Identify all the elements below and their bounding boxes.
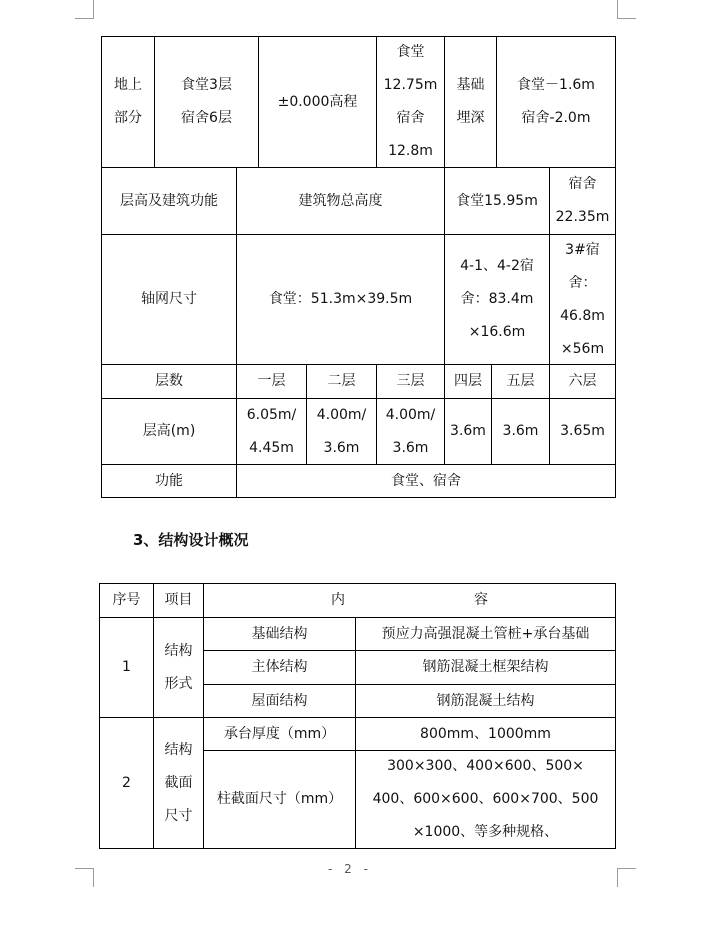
- cell-line: 2: [122, 774, 131, 791]
- cell-line: 3.6m: [392, 439, 429, 456]
- cell-line: ×16.6m: [468, 324, 526, 340]
- total-height-label-cell: [236, 167, 445, 235]
- cell-line: 屋面结构: [251, 692, 308, 709]
- above-ground-cell: [101, 36, 155, 168]
- sub-item-value-cell: [355, 650, 616, 685]
- canteen-grid-cell: [236, 234, 445, 365]
- cell-line: 钢筋混凝土框架结构: [422, 659, 549, 675]
- cell-line: 3#宿: [565, 241, 600, 258]
- floor-height-cell: [306, 398, 377, 465]
- height-function-label-cell: [101, 167, 237, 235]
- crop-mark-bottom-left: [75, 868, 94, 887]
- cell-line: 截面: [164, 774, 193, 791]
- cell-line: 层高(m): [142, 423, 196, 439]
- section-heading: 3、结构设计概况: [133, 531, 249, 549]
- cell-line: 舍：: [568, 274, 597, 291]
- floor-height-cell: [491, 398, 550, 465]
- cell-line: 宿舍-2.0m: [521, 110, 591, 126]
- cell-line: ×1000、等多种规格、: [412, 824, 559, 840]
- cell-line: 食堂：51.3m×39.5m: [268, 291, 413, 307]
- crop-mark-top-right: [617, 0, 636, 19]
- cell-line: 基础结构: [251, 625, 308, 642]
- cell-line: ±0.000高程: [277, 93, 358, 110]
- sub-item-value-cell: [355, 750, 616, 849]
- cell-line: 地上: [114, 77, 142, 93]
- cell-line: 预应力高强混凝土管桩+承台基础: [381, 625, 590, 642]
- sub-item-value-cell: [355, 617, 616, 651]
- group-item-cell: [153, 717, 204, 849]
- sub-item-value-cell: [355, 684, 616, 718]
- cell-line: 4.00m/: [316, 406, 367, 423]
- crop-mark-bottom-right: [617, 868, 636, 887]
- floor-height-cell: [549, 398, 616, 465]
- grid-size-label-cell: [101, 234, 237, 365]
- sub-item-name-cell: [203, 717, 356, 751]
- group-item-cell: [153, 617, 204, 718]
- canteen-height-cell: [444, 167, 550, 235]
- cell-line: 层高及建筑功能: [120, 192, 218, 209]
- cell-line: 400、600×600、600×700、500: [372, 791, 599, 807]
- cell-line: 宿舍: [568, 176, 597, 192]
- floor-height-cell: [376, 398, 445, 465]
- cell-line: 尺寸: [164, 807, 193, 824]
- cell-line: 结构: [164, 741, 193, 758]
- floor-cell: [376, 364, 445, 399]
- foundation-depth-label-cell: [444, 36, 497, 168]
- cell-line: ×56m: [560, 340, 605, 357]
- header-content-cell: [203, 583, 616, 618]
- cell-line: 基础: [456, 77, 485, 93]
- cell-line: 六层: [568, 373, 597, 389]
- cell-line: 4.00m/: [385, 406, 436, 423]
- cell-line: 一层: [257, 373, 286, 389]
- cell-line: 4-1、4-2宿: [460, 258, 534, 274]
- cell-line: 二层: [327, 373, 356, 389]
- cell-line: 3.65m: [560, 423, 605, 439]
- dorm-height-cell: [549, 167, 616, 235]
- cell-line: 主体结构: [251, 659, 308, 675]
- cell-line: 钢筋混凝土结构: [436, 692, 535, 709]
- cell-line: 柱截面尺寸（mm）: [216, 791, 343, 807]
- cell-line: 食堂、宿舍: [391, 472, 461, 489]
- page-number: - 2 -: [328, 862, 372, 876]
- cell-line: 22.35m: [555, 209, 610, 225]
- cell-line: 埋深: [456, 110, 485, 126]
- cell-line: 层数: [155, 373, 183, 389]
- cell-line: 内容: [331, 592, 617, 608]
- cell-line: 结构: [164, 642, 193, 659]
- cell-line: 项目: [164, 592, 193, 608]
- sub-item-name-cell: [203, 650, 356, 685]
- floor-cell: [236, 364, 307, 399]
- cell-line: 食堂15.95m: [456, 192, 538, 209]
- cell-line: 3.6m: [323, 439, 360, 456]
- floor-cell: [491, 364, 550, 399]
- floor-cell: [306, 364, 377, 399]
- sub-item-value-cell: [355, 717, 616, 751]
- cell-line: 宿舍6层: [181, 110, 232, 126]
- cell-line: 宿舍: [396, 110, 425, 126]
- cell-line: 12.75m: [383, 77, 438, 93]
- floor-height-cell: [444, 398, 492, 465]
- cell-line: 3.6m: [450, 423, 486, 439]
- cell-line: 12.8m: [388, 143, 433, 159]
- group-index-cell: [99, 617, 154, 718]
- header-item-cell: [153, 583, 204, 618]
- function-value-cell: [236, 464, 616, 498]
- cell-line: 46.8m: [560, 307, 605, 324]
- sub-item-name-cell: [203, 617, 356, 651]
- cell-line: 形式: [164, 675, 193, 692]
- sub-item-name-cell: [203, 750, 356, 849]
- cell-line: 食堂－1.6m: [517, 77, 595, 93]
- cell-line: 800mm、1000mm: [420, 725, 551, 742]
- cell-line: 6.05m/: [246, 406, 297, 423]
- floors-count-cell: [154, 36, 259, 168]
- floors-label-cell: [101, 364, 237, 399]
- cell-line: 四层: [454, 373, 482, 389]
- floor-height-label-cell: [101, 398, 237, 465]
- dorm-3-grid-cell: [549, 234, 616, 365]
- cell-line: 序号: [112, 592, 141, 608]
- cell-line: 建筑物总高度: [298, 192, 383, 209]
- cell-line: 1: [122, 659, 131, 675]
- function-label-cell: [101, 464, 237, 498]
- cell-line: 部分: [114, 110, 142, 126]
- cell-line: 舍：83.4m: [460, 291, 534, 307]
- dorm-4-grid-cell: [444, 234, 550, 365]
- sub-item-name-cell: [203, 684, 356, 718]
- cell-line: 食堂3层: [181, 77, 232, 93]
- elevation-values-cell: [376, 36, 445, 168]
- foundation-depth-values-cell: [496, 36, 616, 168]
- floor-height-cell: [236, 398, 307, 465]
- cell-line: 功能: [155, 472, 183, 489]
- header-index-cell: [99, 583, 154, 618]
- cell-line: 300×300、400×600、500×: [387, 758, 584, 774]
- cell-line: 五层: [506, 373, 535, 389]
- cell-line: 3.6m: [502, 423, 539, 439]
- cell-line: 轴网尺寸: [141, 291, 197, 307]
- cell-line: 三层: [396, 373, 425, 389]
- floor-cell: [549, 364, 616, 399]
- floor-cell: [444, 364, 492, 399]
- group-index-cell: [99, 717, 154, 849]
- cell-line: 食堂: [396, 44, 425, 60]
- cell-line: 4.45m: [249, 439, 294, 456]
- cell-line: 承台厚度（mm）: [223, 725, 336, 742]
- elevation-label-cell: [258, 36, 377, 168]
- crop-mark-top-left: [75, 0, 94, 19]
